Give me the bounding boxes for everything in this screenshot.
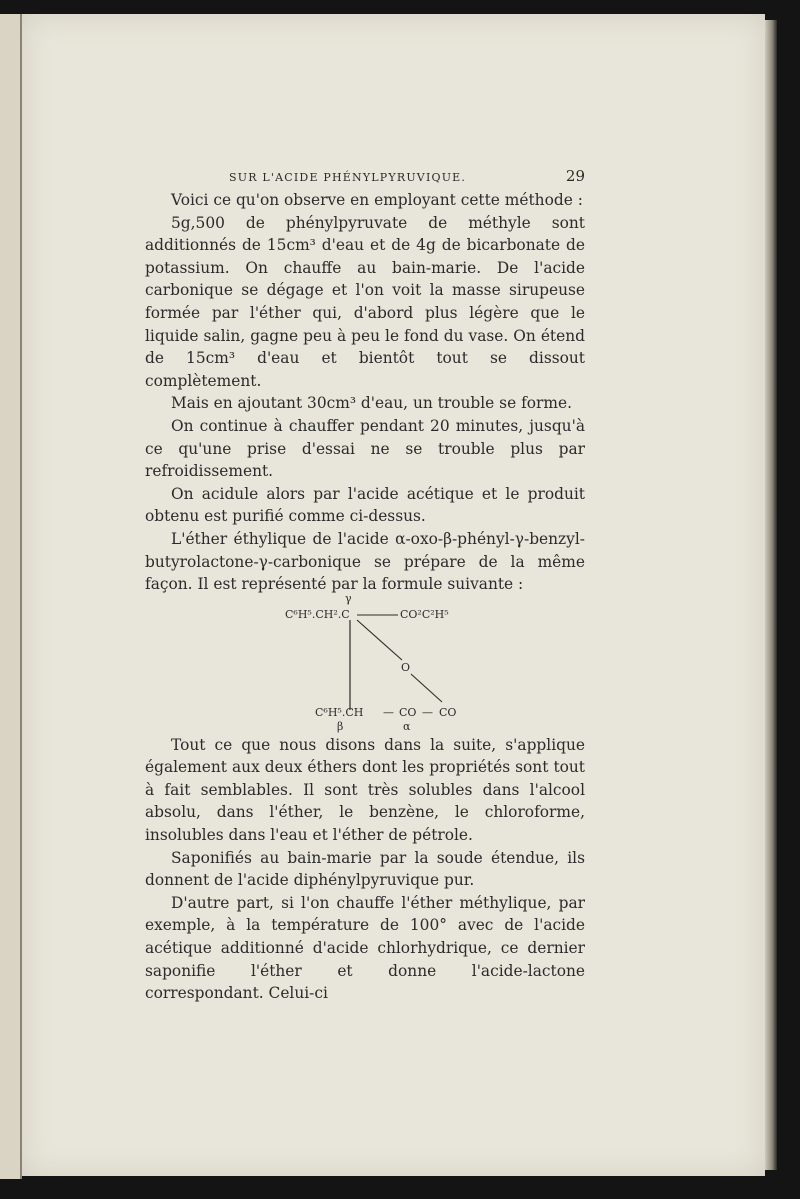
structural-formula xyxy=(145,591,585,733)
formula-bottom-mid: CO xyxy=(399,705,417,719)
paragraph: On acidule alors par l'acide acétique et le produit obtenu est purifié comme ci-dessus. xyxy=(145,484,585,526)
formula-dash-2: — xyxy=(422,705,433,719)
running-head-title: SUR L'ACIDE PHÉNYLPYRUVIQUE. xyxy=(229,171,467,184)
formula-top-left: C⁶H⁵.CH².C xyxy=(285,607,350,621)
running-head xyxy=(229,167,585,189)
text-block xyxy=(145,167,585,1005)
bond-from-oxygen xyxy=(411,674,442,702)
paragraph: Voici ce qu'on observe en employant cette méthode : xyxy=(171,191,583,209)
alpha-label: α xyxy=(403,719,411,733)
formula-dash-1: — xyxy=(383,705,394,719)
gamma-label: γ xyxy=(345,591,352,605)
formula-bottom-right: CO xyxy=(439,705,457,719)
page-fore-edge xyxy=(765,20,777,1170)
paragraph: Tout ce que nous disons dans la suite, s'applique également aux deux éthers dont les propriétés sont tout à fait semblables. Il sont très solubles dans l'alcool absolu, dans l'éther, le benzène, le chloroforme, insolubles dans l'eau et l'éther de pétrole. xyxy=(145,735,585,845)
previous-page-edge xyxy=(0,14,22,1179)
paragraph: On continue à chauffer pendant 20 minutes, jusqu'à ce qu'une prise d'essai ne se trouble plus par refroidissement. xyxy=(145,416,585,481)
page-number: 29 xyxy=(565,167,585,185)
paragraph: Mais en ajoutant 30cm³ d'eau, un trouble se forme. xyxy=(171,394,572,413)
paragraph: Saponifiés au bain-marie par la soude étendue, ils donnent de l'acide diphénylpyruvique pur. xyxy=(145,848,585,890)
formula-oxygen: O xyxy=(401,660,411,674)
beta-label: β xyxy=(337,719,344,733)
formula-bottom-left: C⁶H⁵.CH xyxy=(315,705,364,719)
paragraph: D'autre part, si l'on chauffe l'éther méthylique, par exemple, à la température de 100° avec de l'acide acétique additionné d'acide chlorhydrique, ce dernier saponifie l'éther et donne l'acide-lactone correspondant. Celui-ci xyxy=(145,893,585,1003)
paragraph: L'éther éthylique de l'acide α-oxo-β-phényl-γ-benzyl-butyrolactone-γ-carbonique se prépare de la même façon. Il est représenté par la formule suivante : xyxy=(145,529,585,594)
paragraph: 5g,500 de phénylpyruvate de méthyle sont additionnés de 15cm³ d'eau et de 4g de bicarbonate de potassium. On chauffe au bain-marie. De l'acide carbonique se dégage et l'on voit la masse sirupeuse formée par l'éther qui, d'abord plus légère que le liquide salin, gagne peu à peu le fond du vase. On étend de 15cm³ d'eau et bientôt tout se dissout complètement. xyxy=(145,213,585,390)
formula-top-right: CO²C²H⁵ xyxy=(400,607,449,621)
bond-to-oxygen xyxy=(357,620,402,660)
formula-bonds xyxy=(145,598,585,728)
